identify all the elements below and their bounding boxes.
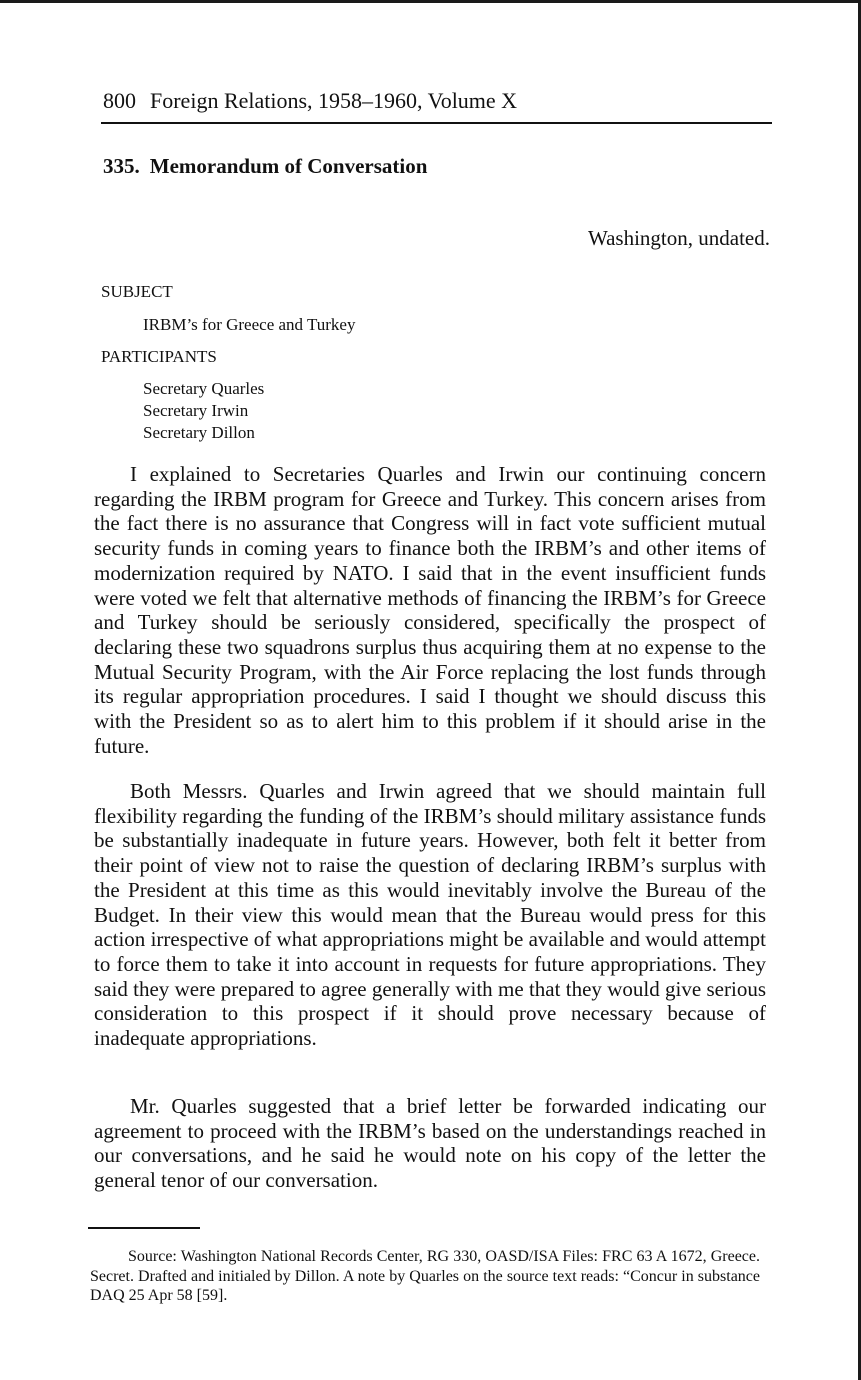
document-number: 335. xyxy=(103,154,140,178)
document-heading xyxy=(103,154,427,179)
running-header xyxy=(103,86,771,116)
participant-name: Secretary Quarles xyxy=(143,379,265,398)
dateline: Washington, undated. xyxy=(587,226,770,250)
footnote-rule xyxy=(88,1227,200,1229)
participant-name: Secretary Dillon xyxy=(143,423,255,442)
participant-name: Secretary Irwin xyxy=(143,401,249,420)
subject-text: IRBM’s for Greece and Turkey xyxy=(143,315,356,334)
body-paragraph: Both Messrs. Quarles and Irwin agreed that we should maintain full flexibility regarding the funding of the IRBM’s should military assistance funds be substantially inadequate in future years. However, both felt it better from their point of view not to raise the question of declaring IRBM’s surplus with the President at this time as this would inevitably involve the Bureau of the Budget. In their view this would mean that the Bureau would press for this action irrespective of what appropriations might be available and would attempt to force them to take it into account in requests for future appropriations. They said they were prepared to agree generally with me that they would give serious consideration to this prospect if it should prove necessary because of inadequate appropriations. xyxy=(94,779,766,1051)
body-paragraph: I explained to Secretaries Quarles and Irwin our continuing concern regarding the IRBM program for Greece and Turkey. This concern arises from the fact there is no assurance that Congress will in fact vote sufficient mutual security funds in coming years to finance both the IRBM’s and other items of modernization required by NATO. I said that in the event insufficient funds were voted we felt that alternative methods of financing the IRBM’s for Greece and Turkey should be seriously considered, specifically the prospect of declaring these two squadrons surplus thus acquiring them at no expense to the Mutual Security Program, with the Air Force replacing the lost funds through its regular appropriation procedures. I said I thought we should discuss this with the President so as to alert him to this problem if it should arise in the future. xyxy=(94,462,766,758)
document-title: Memorandum of Conversation xyxy=(149,154,428,178)
header-rule xyxy=(101,122,772,124)
source-footnote: Source: Washington National Records Center, RG 330, OASD/ISA Files: FRC 63 A 1672, Greece. Secret. Drafted and initialed by Dillon. A note by Quarles on the source text reads: “Concur in substance DAQ 25 Apr 58 [59]. xyxy=(90,1248,760,1304)
page-edge-top xyxy=(0,0,861,3)
page-number: 800 xyxy=(103,88,136,113)
body-paragraph: Mr. Quarles suggested that a brief letter be forwarded indicating our agreement to proceed with the IRBM’s based on the understandings reached in our conversations, and he said he would note on his copy of the letter the general tenor of our conversation. xyxy=(94,1094,766,1193)
running-title: Foreign Relations, 1958–1960, Volume X xyxy=(150,88,518,113)
participants-label: PARTICIPANTS xyxy=(101,347,217,366)
subject-label: SUBJECT xyxy=(101,282,173,301)
